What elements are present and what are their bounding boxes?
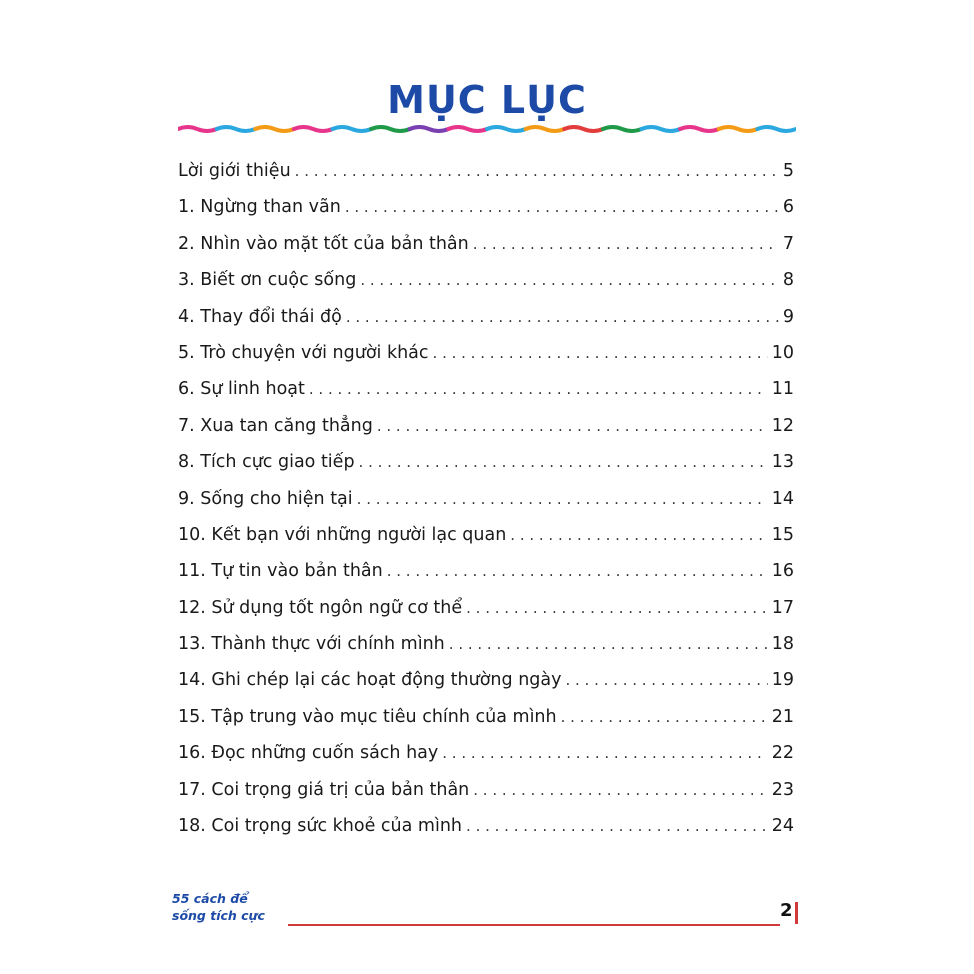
divider-segment bbox=[371, 127, 410, 131]
toc-leader-dots bbox=[359, 446, 768, 478]
toc-entry-title: Lời giới thiệu bbox=[178, 161, 291, 181]
toc-entry-page: 18 bbox=[771, 634, 794, 655]
toc-entry bbox=[178, 301, 794, 337]
toc-entry-page: 11 bbox=[771, 379, 794, 400]
table-of-contents bbox=[178, 155, 794, 846]
toc-entry-page: 6 bbox=[782, 197, 794, 218]
toc-entry-page: 17 bbox=[771, 597, 794, 618]
toc-entry-title: 12. Sử dụng tốt ngôn ngữ cơ thể bbox=[178, 597, 463, 618]
toc-entry bbox=[178, 810, 794, 846]
book-title-line-2: sống tích cực bbox=[172, 908, 265, 923]
toc-entry bbox=[178, 191, 794, 227]
toc-entry bbox=[178, 483, 794, 519]
toc-entry-title: 5. Trò chuyện với người khác bbox=[178, 342, 429, 363]
toc-leader-dots bbox=[387, 555, 768, 587]
divider-segment bbox=[757, 127, 796, 131]
toc-entry-page: 14 bbox=[771, 488, 794, 509]
toc-leader-dots bbox=[377, 410, 768, 442]
toc-entry-page: 23 bbox=[771, 779, 794, 800]
toc-leader-dots bbox=[466, 592, 768, 624]
toc-entry-page: 21 bbox=[771, 706, 794, 727]
toc-leader-dots bbox=[346, 301, 779, 333]
toc-entry bbox=[178, 628, 794, 664]
toc-leader-dots bbox=[510, 519, 767, 551]
toc-entry-title: 7. Xua tan căng thẳng bbox=[178, 415, 373, 436]
page-number-marker bbox=[795, 902, 798, 924]
toc-entry-title: 11. Tự tin vào bản thân bbox=[178, 561, 383, 582]
toc-entry bbox=[178, 519, 794, 555]
divider-segment bbox=[526, 127, 565, 131]
toc-leader-dots bbox=[473, 774, 767, 806]
toc-entry-title: 17. Coi trọng giá trị của bản thân bbox=[178, 779, 470, 800]
toc-leader-dots bbox=[309, 373, 768, 405]
divider-segment bbox=[719, 127, 758, 131]
toc-entry bbox=[178, 410, 794, 446]
toc-entry-page: 9 bbox=[782, 306, 794, 327]
toc-entry-page: 12 bbox=[771, 415, 794, 436]
page-title: MỤC LỤC bbox=[387, 78, 587, 122]
divider-segment bbox=[178, 127, 217, 131]
toc-entry bbox=[178, 737, 794, 773]
toc-entry-title: 10. Kết bạn với những người lạc quan bbox=[178, 524, 507, 545]
toc-leader-dots bbox=[357, 483, 768, 515]
rainbow-divider bbox=[178, 124, 796, 134]
toc-entry bbox=[178, 664, 794, 700]
toc-entry bbox=[178, 555, 794, 591]
toc-entry bbox=[178, 228, 794, 264]
toc-entry-page: 13 bbox=[771, 452, 794, 473]
divider-segment bbox=[294, 127, 333, 131]
toc-entry bbox=[178, 446, 794, 482]
toc-leader-dots bbox=[345, 191, 779, 223]
toc-leader-dots bbox=[449, 628, 768, 660]
divider-segment bbox=[255, 127, 294, 131]
toc-entry-title: 8. Tích cực giao tiếp bbox=[178, 452, 355, 473]
toc-leader-dots bbox=[561, 701, 768, 733]
toc-leader-dots bbox=[565, 664, 767, 696]
toc-entry bbox=[178, 373, 794, 409]
toc-entry-title: 14. Ghi chép lại các hoạt động thường ngày bbox=[178, 670, 562, 691]
toc-leader-dots bbox=[473, 228, 779, 260]
toc-entry-title: 16. Đọc những cuốn sách hay bbox=[178, 743, 439, 764]
toc-entry-title: 6. Sự linh hoạt bbox=[178, 379, 305, 400]
book-title-line-1: 55 cách để bbox=[172, 891, 248, 906]
toc-leader-dots bbox=[360, 264, 779, 296]
toc-leader-dots bbox=[442, 737, 767, 769]
toc-entry-page: 24 bbox=[771, 816, 794, 837]
divider-segment bbox=[487, 127, 526, 131]
divider-segment bbox=[448, 127, 487, 131]
toc-entry-title: 2. Nhìn vào mặt tốt của bản thân bbox=[178, 233, 469, 254]
divider-segment bbox=[217, 127, 256, 131]
toc-entry bbox=[178, 774, 794, 810]
book-title-footer bbox=[172, 890, 265, 924]
toc-entry-title: 4. Thay đổi thái độ bbox=[178, 306, 342, 327]
toc-entry-title: 1. Ngừng than vãn bbox=[178, 197, 341, 218]
toc-entry bbox=[178, 155, 794, 191]
toc-entry-page: 7 bbox=[782, 233, 794, 254]
toc-entry-page: 19 bbox=[771, 670, 794, 691]
toc-entry-page: 8 bbox=[782, 270, 794, 291]
toc-entry-page: 16 bbox=[771, 561, 794, 582]
toc-entry-title: 18. Coi trọng sức khoẻ của mình bbox=[178, 816, 463, 837]
toc-entry bbox=[178, 264, 794, 300]
toc-entry bbox=[178, 337, 794, 373]
toc-entry-page: 5 bbox=[782, 161, 794, 181]
toc-entry-title: 3. Biết ơn cuộc sống bbox=[178, 270, 357, 291]
footer-rule bbox=[288, 924, 780, 926]
toc-entry-title: 13. Thành thực với chính mình bbox=[178, 634, 445, 655]
page-number: 2 bbox=[780, 900, 793, 921]
divider-segment bbox=[603, 127, 642, 131]
toc-entry bbox=[178, 592, 794, 628]
toc-entry-title: 9. Sống cho hiện tại bbox=[178, 488, 353, 509]
toc-leader-dots bbox=[295, 155, 779, 187]
toc-entry-page: 15 bbox=[771, 524, 794, 545]
divider-segment bbox=[680, 127, 719, 131]
toc-entry-page: 10 bbox=[771, 342, 794, 363]
divider-segment bbox=[564, 127, 603, 131]
divider-segment bbox=[410, 127, 449, 131]
toc-leader-dots bbox=[433, 337, 768, 369]
divider-segment bbox=[642, 127, 681, 131]
toc-entry-title: 15. Tập trung vào mục tiêu chính của mình bbox=[178, 706, 557, 727]
divider-segment bbox=[333, 127, 372, 131]
toc-leader-dots bbox=[466, 810, 768, 842]
toc-entry-page: 22 bbox=[771, 743, 794, 764]
toc-entry bbox=[178, 701, 794, 737]
